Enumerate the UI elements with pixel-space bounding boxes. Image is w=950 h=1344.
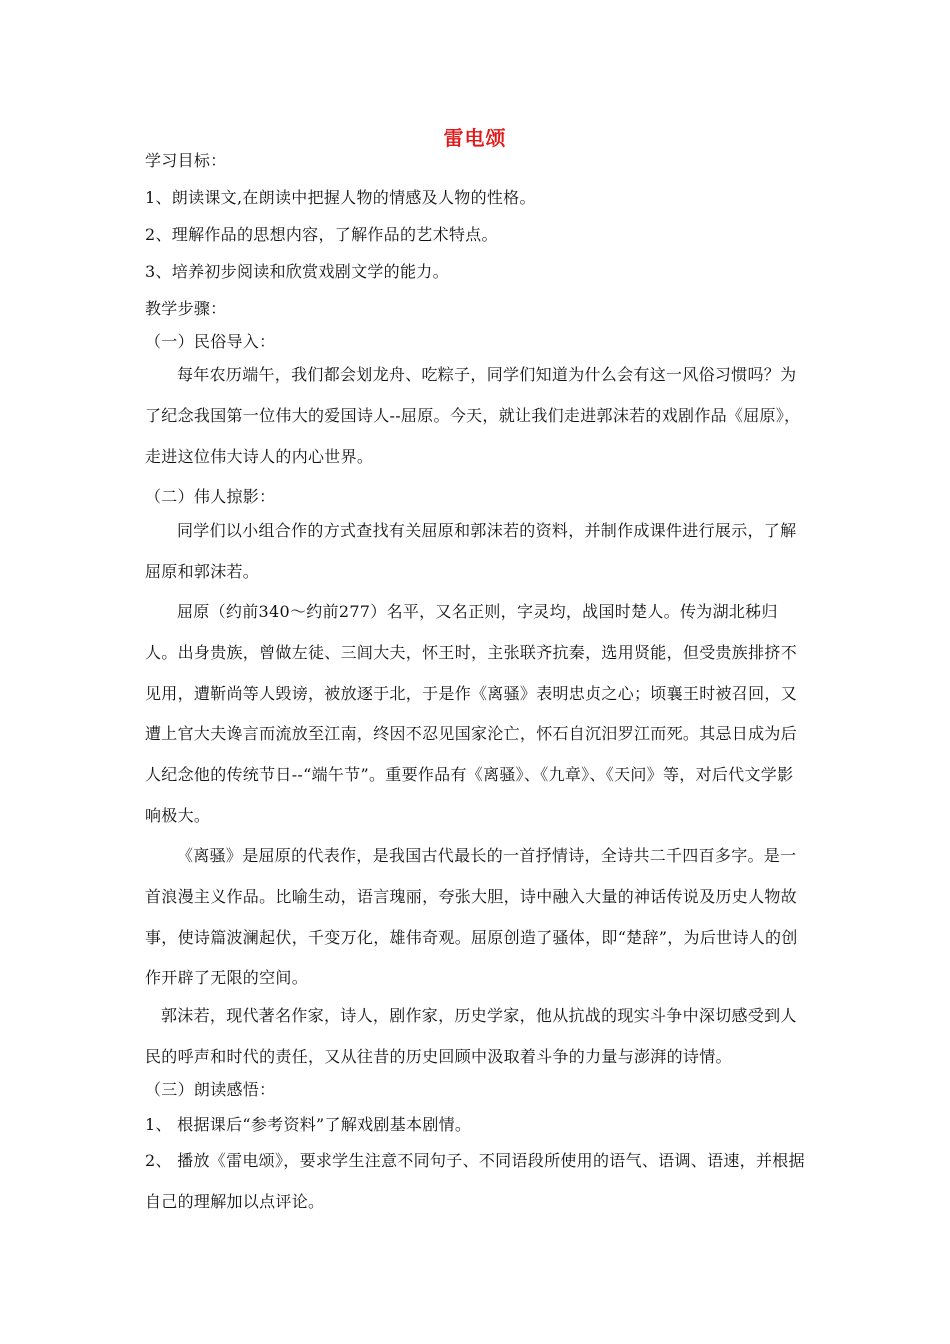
steps-heading: 教学步骤： — [145, 299, 227, 318]
section2-paragraph-1: 同学们以小组合作的方式查找有关屈原和郭沫若的资料，并制作成课件进行展示，了解屈原和郭沫若。 — [145, 521, 797, 581]
objective-item-1: 1、朗读课文,在朗读中把握人物的情感及人物的性格。 — [145, 188, 536, 207]
section2-paragraph-qu-yuan: 屈原（约前340～约前277）名平，又名正则，字灵均，战国时楚人。传为湖北秭归人。出身贵族，曾做左徒、三闾大夫，怀王时，主张联齐抗秦，选用贤能，但受贵族排挤不见用，遭靳尚等人毁谤，被放逐于北，于是作《离骚》表明忠贞之心；顷襄王时被召回，又遭上官大夫谗言而流放至江南，终因不忍见国家沦亡，怀石自沉汨罗江而死。其忌日成为后人纪念他的传统节日--“端午节”。重要作品有《离骚》、《九章》、《天问》等，对后代文学影响极大。 — [145, 602, 798, 825]
section3-item-1: 1、 根据课后“参考资料”了解戏剧基本剧情。 — [145, 1115, 472, 1134]
objective-item-3: 3、培养初步阅读和欣赏戏剧文学的能力。 — [145, 262, 449, 281]
objectives-heading: 学习目标： — [145, 151, 227, 170]
section2-paragraph-guo-moruo: 郭沫若，现代著名作家，诗人，剧作家，历史学家，他从抗战的现实斗争中深切感受到人民的呼声和时代的责任，又从往昔的历史回顾中汲取着斗争的力量与澎湃的诗情。 — [145, 1006, 797, 1066]
section2-paragraph-li-sao: 《离骚》是屈原的代表作，是我国古代最长的一首抒情诗，全诗共二千四百多字。是一首浪漫主义作品。比喻生动，语言瑰丽，夸张大胆，诗中融入大量的神话传说及历史人物故事，使诗篇波澜起伏，千变万化，雄伟奇观。屈原创造了骚体，即“楚辞”，为后世诗人的创作开辟了无限的空间。 — [145, 846, 798, 988]
section3-item-2: 2、 播放《雷电颂》，要求学生注意不同句子、不同语段所使用的语气、语调、语速，并根据自己的理解加以点评论。 — [145, 1151, 805, 1211]
document-title: 雷电颂 — [443, 126, 507, 150]
section2-heading: （二）伟人掠影： — [145, 487, 276, 506]
section1-paragraph: 每年农历端午，我们都会划龙舟、吃粽子，同学们知道为什么会有这一风俗习惯吗？为了纪念我国第一位伟大的爱国诗人--屈原。今天，就让我们走进郭沫若的戏剧作品《屈原》，走进这位伟大诗人的内心世界。 — [145, 365, 801, 466]
section3-heading: （三）朗读感悟： — [145, 1080, 276, 1099]
section1-heading: （一）民俗导入： — [145, 332, 276, 351]
objective-item-2: 2、理解作品的思想内容，了解作品的艺术特点。 — [145, 225, 498, 244]
